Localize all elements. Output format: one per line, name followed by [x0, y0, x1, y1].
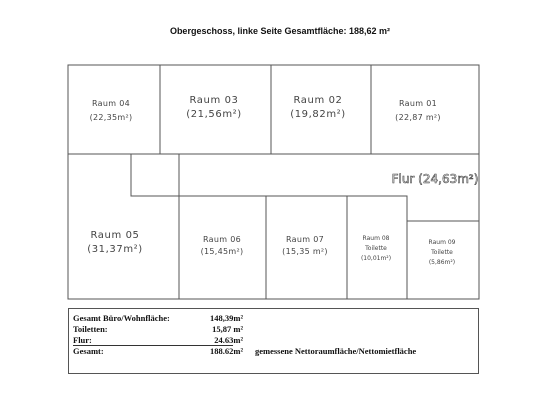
- summary-label: Toiletten:: [73, 324, 108, 334]
- summary-row-toiletten: [73, 324, 473, 335]
- room-09-name: Raum 09: [428, 239, 456, 246]
- plan-title: Obergeschoss, linke Seite Gesamtfläche: 188,62 m²: [169, 26, 391, 36]
- room-05-name: Raum 05: [90, 230, 140, 241]
- room-06-area: (15,45m²): [200, 247, 244, 256]
- summary-value: 15,87 m²: [212, 324, 243, 334]
- room-08-name: Raum 08: [362, 235, 390, 242]
- room-05-area: (31,37m²): [87, 244, 143, 255]
- room-03-name: Raum 03: [189, 95, 239, 106]
- room-08-sub: Toilette: [365, 245, 387, 252]
- room-01-outline: [371, 65, 479, 154]
- flur-outline: [131, 154, 479, 221]
- summary-note: gemessene Nettoraumfläche/Nettomietfläche: [255, 346, 417, 356]
- room-07-name: Raum 07: [286, 235, 324, 244]
- area-summary-box: [68, 308, 479, 374]
- summary-label: Flur:: [73, 335, 92, 345]
- summary-row-buero: [73, 313, 473, 324]
- room-09-sub: Toilette: [431, 249, 453, 256]
- room-03-area: (21,56m²): [186, 109, 242, 120]
- room-01-area: (22,87 m²): [395, 113, 441, 122]
- flur-label: Flur (24,63m²): [391, 172, 479, 186]
- summary-value: 24.63m²: [214, 335, 243, 345]
- room-08-area: (10,01m²): [360, 255, 392, 262]
- room-09-area: (5,86m²): [428, 259, 456, 266]
- summary-label: Gesamt Büro/Wohnfläche:: [73, 313, 170, 323]
- room-04-outline: [68, 65, 160, 154]
- room-05-outline: [68, 154, 179, 299]
- summary-label: Gesamt:: [73, 346, 104, 356]
- room-04-area: (22,35m²): [89, 113, 133, 122]
- room-06-name: Raum 06: [203, 235, 241, 244]
- room-02-name: Raum 02: [293, 95, 343, 106]
- room-01-name: Raum 01: [399, 99, 437, 108]
- summary-row-flur: [73, 335, 473, 346]
- summary-value: 188.62m²: [209, 346, 243, 356]
- room-02-area: (19,82m²): [290, 109, 346, 120]
- room-04-name: Raum 04: [92, 99, 130, 108]
- room-07-area: (15,35 m²): [282, 247, 328, 256]
- summary-value: 148,39m²: [209, 313, 243, 323]
- summary-row-gesamt: [73, 346, 473, 357]
